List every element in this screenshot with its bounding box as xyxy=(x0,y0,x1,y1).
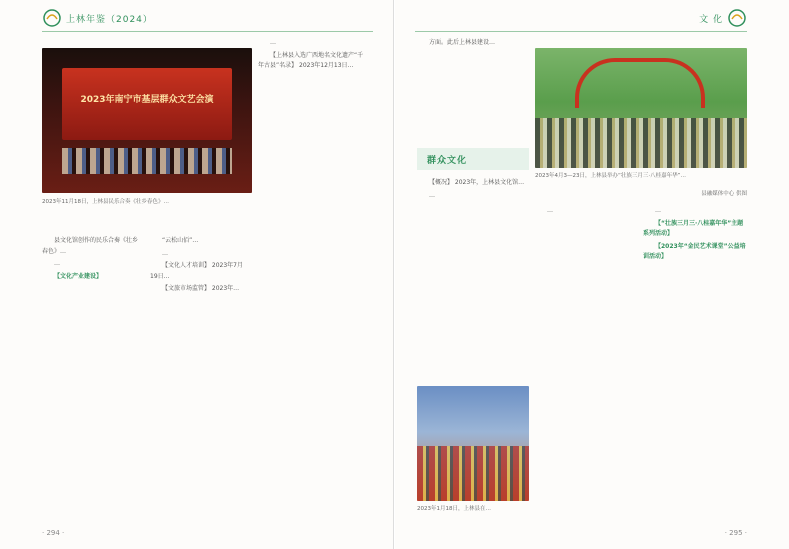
festival-crowd xyxy=(535,118,747,168)
folk-festival-photo xyxy=(535,48,747,168)
right-col3-paragraph: … xyxy=(655,207,661,214)
yearbook-logo-icon xyxy=(727,8,747,28)
left-running-head: 上林年鉴（2024） xyxy=(66,15,153,25)
stage-performers xyxy=(62,148,232,174)
left-col1-section-label: 【文化产业建设】 xyxy=(54,272,103,280)
right-page-number: · 295 · xyxy=(724,529,747,537)
left-header-rule xyxy=(42,31,373,32)
left-col3-paragraph: … xyxy=(270,39,276,46)
right-column-3 xyxy=(643,206,747,506)
festival-photo-caption: 2023年4月3—23日，上林县举办“壮族三月三·八桂嘉年华”… xyxy=(535,173,686,179)
section-banner-title: 群众文化 xyxy=(427,155,468,166)
square-performers xyxy=(417,446,529,501)
right-col2-paragraph: … xyxy=(547,207,553,214)
right-page xyxy=(395,0,789,549)
left-col2-paragraph: 【文旅市场监管】 2023年… xyxy=(162,285,240,292)
left-col3-paragraph: 【上林县入选广西地名文化遗产“千年古县”名录】 2023年12月13日… xyxy=(258,51,364,69)
stage-performance-photo xyxy=(42,48,252,193)
square-performance-photo xyxy=(417,386,529,501)
right-column-2 xyxy=(535,206,635,326)
right-col3-section-label-2: 【2023年“金民艺术课堂”公益培训活动】 xyxy=(643,242,746,260)
right-page-header xyxy=(395,0,789,38)
right-running-head: 文 化 xyxy=(699,15,723,25)
right-col3-section-label-1: 【“壮族三月三·八桂嘉年华”主题系列活动】 xyxy=(643,219,744,237)
left-page-header xyxy=(0,0,393,38)
left-column-3 xyxy=(258,38,368,508)
left-col2-paragraph: “云松山佰”… xyxy=(162,237,199,244)
festival-photo-credit: 县融媒体中心 供图 xyxy=(701,191,747,197)
left-column-2 xyxy=(150,236,250,506)
section-banner-mass-culture xyxy=(417,148,529,170)
stage-banner-title: 2023年南宁市基层群众文艺会演 xyxy=(80,95,214,105)
right-header-rule xyxy=(415,31,747,32)
yearbook-logo-icon xyxy=(42,8,62,28)
right-col1-paragraph: 【概况】 2023年，上林县文化馆… xyxy=(429,179,525,186)
right-column-1-top xyxy=(417,38,529,138)
square-photo-caption: 2023年1月18日，上林县在… xyxy=(417,506,491,512)
right-col1-top-paragraph: 方面。此后上林县建设… xyxy=(429,39,496,46)
left-col2-paragraph: 【文化人才培训】 2023年7月19日… xyxy=(150,262,243,280)
left-column-1 xyxy=(42,236,142,506)
festival-arch xyxy=(575,58,705,108)
left-col1-paragraph: 县文化馆创作的民乐合奏《壮乡春色》… xyxy=(42,237,139,255)
left-page xyxy=(0,0,394,549)
left-col1-paragraph: … xyxy=(54,260,60,267)
stage-photo-caption: 2023年11月18日，上林县民乐合奏《壮乡春色》… xyxy=(42,199,169,205)
left-page-number: · 294 · xyxy=(42,529,65,537)
right-col1-paragraph: … xyxy=(429,191,435,199)
left-col2-paragraph: … xyxy=(162,249,168,257)
